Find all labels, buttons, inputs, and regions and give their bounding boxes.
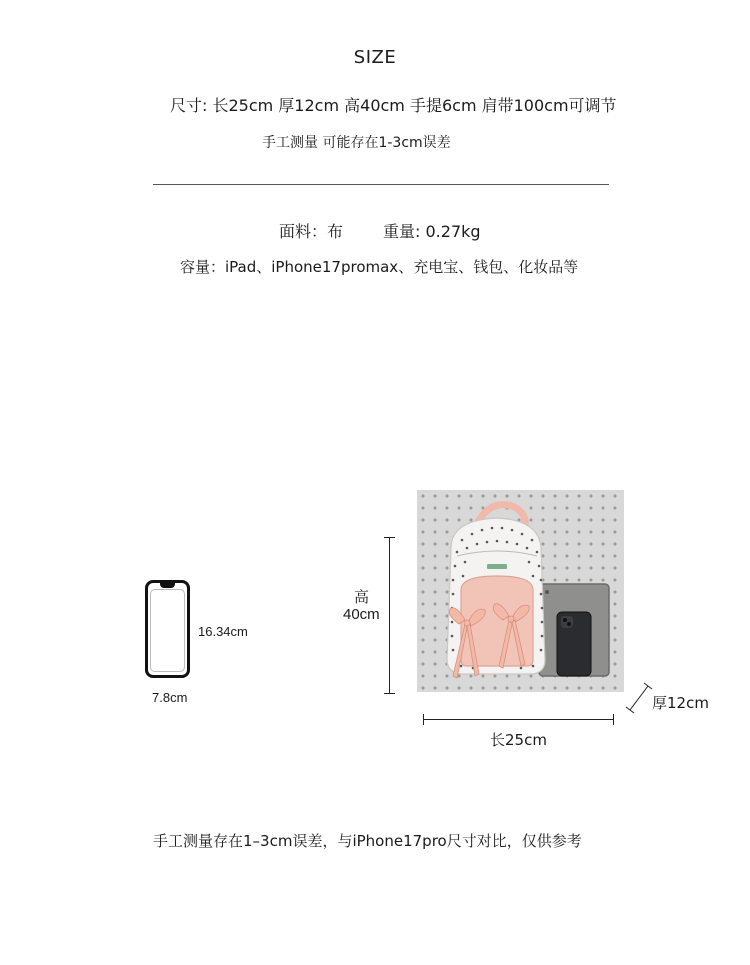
- width-ruler-cap-right: [613, 714, 614, 725]
- capacity-line: 容量：iPad、iPhone17promax、充电宝、钱包、化妆品等: [180, 258, 579, 276]
- backpack-illustration: [417, 490, 624, 692]
- height-ruler-cap-bottom: [384, 693, 395, 694]
- phone-height-label: 16.34cm: [198, 624, 248, 639]
- material-row: [279, 219, 481, 242]
- phone-notch: [160, 583, 175, 588]
- width-ruler-cap-left: [423, 714, 424, 725]
- phone-width-label: 7.8cm: [152, 690, 188, 705]
- width-label: 长25cm: [490, 731, 547, 749]
- phone-outline-icon: [145, 580, 190, 678]
- footer-note: 手工测量存在1–3cm误差，与iPhone17pro尺寸对比，仅供参考: [153, 832, 582, 850]
- height-label-char: 高: [354, 588, 370, 606]
- depth-ruler: [624, 680, 654, 714]
- measurement-note: 手工测量 可能存在1-3cm误差: [262, 135, 451, 151]
- height-ruler: [389, 537, 390, 694]
- divider: [153, 184, 609, 185]
- depth-label: 厚12cm: [652, 694, 709, 712]
- weight-label: 重量: 0.27kg: [383, 222, 481, 241]
- height-label-value: 40cm: [343, 606, 380, 623]
- spec-line: 尺寸: 长25cm 厚12cm 高40cm 手提6cm 肩带100cm可调节: [170, 96, 617, 115]
- phone-screen: [150, 589, 185, 672]
- page-title: SIZE: [353, 47, 397, 68]
- width-ruler: [423, 719, 614, 720]
- fabric-label: 面料：布: [279, 222, 344, 241]
- backpack-photo: [417, 490, 624, 692]
- height-ruler-cap-top: [384, 537, 395, 538]
